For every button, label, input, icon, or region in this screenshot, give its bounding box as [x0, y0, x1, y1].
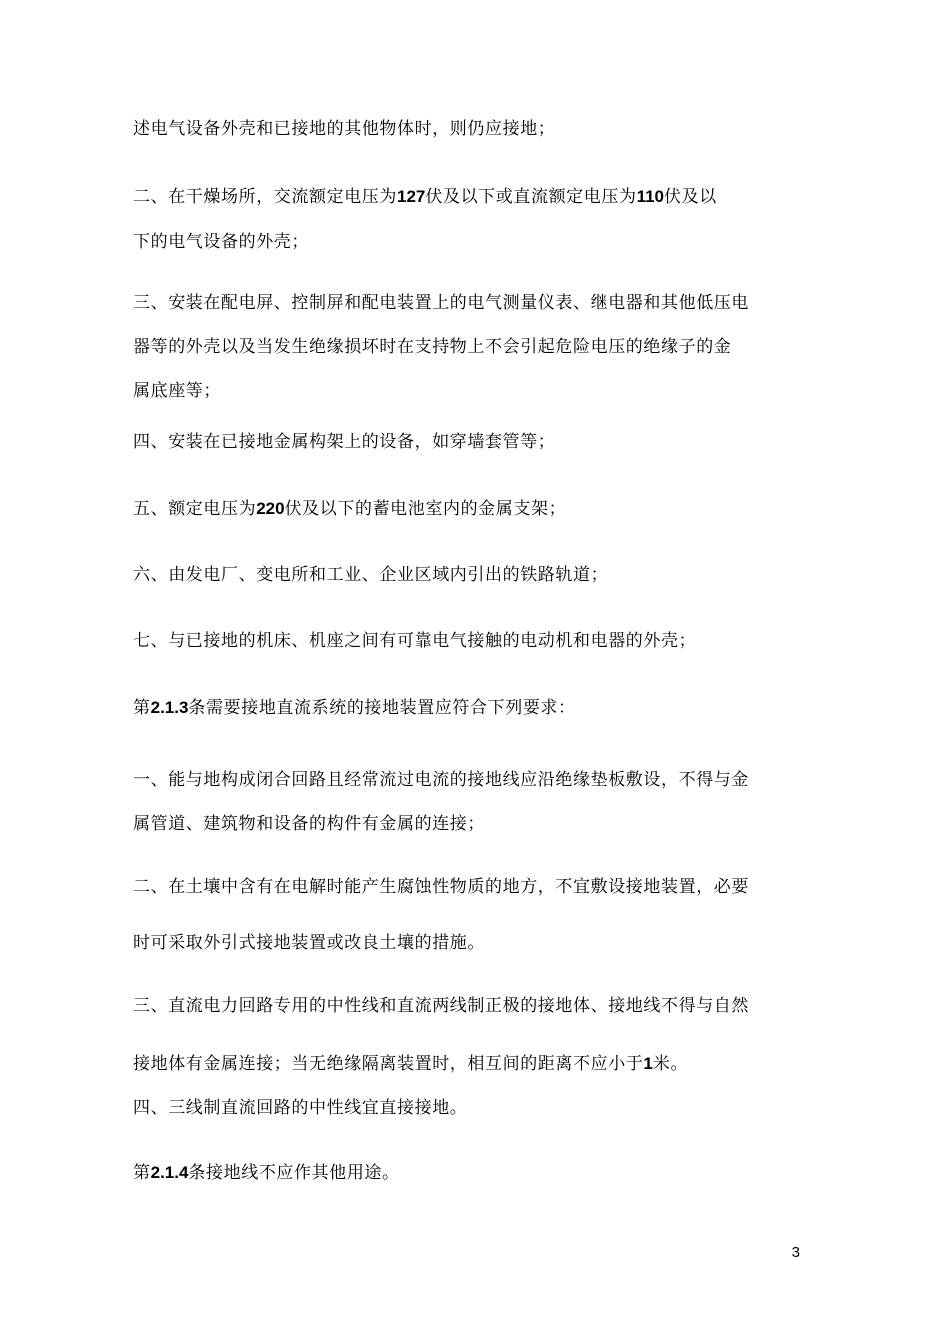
number-text: 127 [397, 187, 426, 206]
text-segment: 下的电气设备的外壳； [133, 232, 309, 252]
text-segment: 条需要接地直流系统的接地装置应符合下列要求： [188, 698, 576, 718]
text-line [133, 336, 823, 358]
text-line [133, 769, 823, 791]
text-line [133, 564, 823, 586]
text-segment: 器等的外壳以及当发生绝缘损坏时在支持物上不会引起危险电压的绝缘子的金 [133, 337, 732, 357]
text-line [133, 1053, 823, 1075]
number-text: 1 [643, 1054, 653, 1073]
text-line [133, 231, 823, 253]
text-segment: 第 [133, 1163, 151, 1183]
text-line [133, 118, 823, 140]
text-segment: 第 [133, 698, 151, 718]
text-segment: 四、安装在已接地金属构架上的设备，如穿墙套管等； [133, 432, 556, 452]
text-line [133, 498, 823, 520]
page-number: 3 [791, 1244, 800, 1261]
text-line [133, 813, 823, 835]
text-segment: 属底座等； [133, 381, 221, 401]
text-segment: 六、由发电厂、变电所和工业、企业区域内引出的铁路轨道； [133, 565, 609, 585]
text-line [133, 630, 823, 652]
number-text: 2.1.4 [150, 1163, 189, 1182]
text-segment: 时可采取外引式接地装置或改良土壤的措施。 [133, 933, 485, 953]
text-line [133, 876, 823, 898]
text-segment: 二、在干燥场所，交流额定电压为 [133, 187, 397, 207]
text-line [133, 1162, 823, 1184]
text-segment: 三、安装在配电屏、控制屏和配电装置上的电气测量仪表、继电器和其他低压电 [133, 293, 749, 313]
text-segment: 条接地线不应作其他用途。 [188, 1163, 400, 1183]
text-segment: 五、额定电压为 [133, 499, 257, 519]
text-segment: 伏及以下或直流额定电压为 [425, 187, 637, 207]
text-segment: 伏及以 [664, 187, 717, 207]
text-segment: 米。 [652, 1054, 689, 1074]
number-text: 220 [256, 499, 285, 518]
text-line [133, 995, 823, 1017]
text-line [133, 697, 823, 719]
text-segment: 述电气设备外壳和已接地的其他物体时，则仍应接地； [133, 119, 556, 139]
text-segment: 一、能与地构成闭合回路且经常流过电流的接地线应沿绝缘垫板敷设，不得与金 [133, 770, 749, 790]
text-line [133, 1097, 823, 1119]
text-segment: 接地体有金属连接；当无绝缘隔离装置时，相互间的距离不应小于 [133, 1054, 644, 1074]
text-segment: 三、直流电力回路专用的中性线和直流两线制正极的接地体、接地线不得与自然 [133, 996, 749, 1016]
text-line [133, 186, 823, 208]
text-line [133, 380, 823, 402]
text-segment: 二、在土壤中含有在电解时能产生腐蚀性物质的地方，不宜敷设接地装置，必要 [133, 877, 749, 897]
text-segment: 七、与已接地的机床、机座之间有可靠电气接触的电动机和电器的外壳； [133, 631, 697, 651]
text-segment: 四、三线制直流回路的中性线宜直接接地。 [133, 1098, 468, 1118]
number-text: 2.1.3 [150, 698, 189, 717]
text-line [133, 431, 823, 453]
text-segment: 属管道、建筑物和设备的构件有金属的连接； [133, 814, 485, 834]
text-segment: 伏及以下的蓄电池室内的金属支架； [284, 499, 567, 519]
number-text: 110 [636, 187, 665, 206]
text-line [133, 932, 823, 954]
text-line [133, 292, 823, 314]
